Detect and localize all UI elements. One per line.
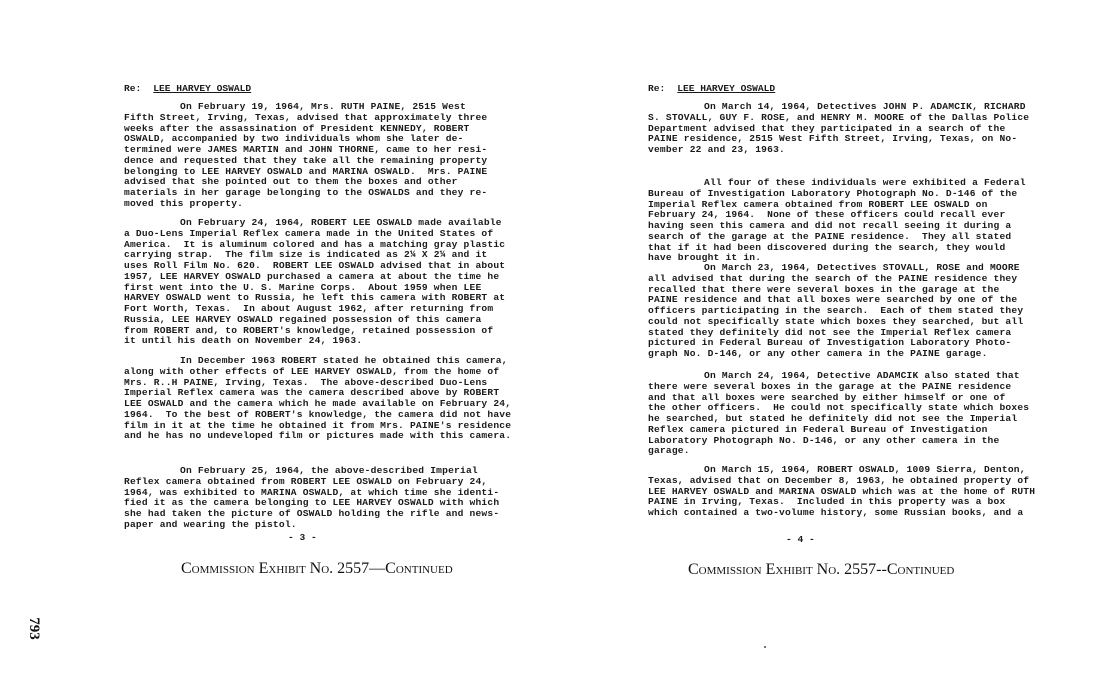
re-line [648,83,775,94]
re-label: Re: [648,83,666,94]
text-line: garage. [648,445,690,457]
text-line: Laboratory Photograph No. D-146, or any other camera in the [648,434,1000,446]
text-line: Mrs. R..H PAINE, Irving, Texas. The above-described Duo-Lens [124,376,488,388]
exhibit-caption: Commission Exhibit No. 2557--Continued [688,561,955,578]
text-line: In December 1963 ROBERT stated he obtained this camera, [180,355,508,366]
text-line: On March 15, 1964, ROBERT OSWALD, 1009 Sierra, Denton, [704,464,1026,475]
paragraph [648,263,1023,360]
text-line: officers participating in the search. Each of them stated they [648,305,1024,316]
text-line: uses Roll Film No. 620. ROBERT LEE OSWALD advised that in about [124,260,506,271]
text-line: 1964, was exhibited to MARINA OSWALD, at which time she identi- [124,486,500,498]
text-line: Reflex camera obtained from ROBERT LEE OSWALD on February 24, [124,475,488,487]
text-line: On February 24, 1964, ROBERT LEE OSWALD made available [180,217,502,228]
text-line: weeks after the assassination of President KENNEDY, ROBERT [124,122,470,134]
subject: LEE HARVEY OSWALD [153,83,252,94]
subject: LEE HARVEY OSWALD [677,83,776,94]
paragraph [124,218,505,347]
paragraph [648,371,1029,457]
text-line: S. STOVALL, GUY F. ROSE, and HENRY M. MOORE of the Dallas Police [648,111,1030,123]
text-line: could not specifically state which boxes they searched, but all [648,315,1024,327]
text-line: Imperial Reflex camera obtained from ROBERT LEE OSWALD on [648,198,988,210]
text-line: all advised that during the search of the PAINE residence they [648,272,1018,284]
text-line: dence and requested that they take all the remaining property [124,154,488,166]
paragraph [124,466,499,531]
text-line: Department advised that they participated in a search of the [648,122,1006,134]
page-number: - 3 - [288,532,317,543]
exhibit-caption: Commission Exhibit No. 2557—Continued [181,560,453,577]
paragraph [648,102,1029,156]
text-line: search of the garage at the PAINE residence. They all stated [648,230,1012,242]
text-line: On March 24, 1964, Detective ADAMCIK also stated that [704,370,1020,381]
text-line: he searched, but stated he definitely did not see the Imperial [648,413,1018,424]
text-line: PAINE residence and that all boxes were searched by one of the [648,294,1018,306]
paragraph [648,465,1035,519]
text-line: and that all boxes were searched by either himself or one of [648,391,1006,403]
folio-number: 793 [25,617,42,640]
text-line: America. It is aluminum colored and has a matching gray plastic [124,238,506,250]
text-line: and he has no undeveloped film or pictures made with this camera. [124,430,512,442]
text-line: have brought it in. [648,252,762,264]
text-line: film in it at the time he obtained it from Mrs. PAINE's residence [124,419,512,431]
text-line: she had taken the picture of OSWALD holding the rifle and news- [124,508,500,519]
text-line: Texas, advised that on December 8, 1963, he obtained property of [648,474,1030,486]
text-line: Bureau of Investigation Laboratory Photograph No. D-146 of the [648,187,1018,199]
text-line: belonging to LEE HARVEY OSWALD and MARINA OSWALD. Mrs. PAINE [124,165,488,177]
paragraph [124,356,511,442]
text-line: stated they definitely did not see the Imperial Reflex camera [648,326,1012,338]
text-line: Fifth Street, Irving, Texas, advised that approximately three [124,111,488,123]
text-line: vember 22 and 23, 1963. [648,144,786,155]
text-line: OSWALD, accompanied by two individuals whom she later de- [124,133,464,145]
text-line: carrying strap. The film size is indicated as 2¼ X 2¼ and it [124,249,488,261]
text-line: it until his death on November 24, 1963. [124,335,363,347]
text-line: first went into the U. S. Marine Corps. About 1959 when LEE [124,281,482,293]
text-line: PAINE residence, 2515 West Fifth Street, Irving, Texas, on No- [648,133,1018,145]
text-line: LEE OSWALD and the camera which he made available on February 24, [124,398,512,409]
text-line: pictured in Federal Bureau of Investigation Laboratory Photo- [648,337,1012,349]
text-line: paper and wearing the pistol. [124,518,297,530]
text-line: Russia, LEE HARVEY OSWALD regained possession of this camera [124,313,482,325]
text-line: the other officers. He could not specifically state which boxes [648,402,1030,414]
text-line: LEE HARVEY OSWALD and MARINA OSWALD which was at the home of RUTH [648,485,1036,497]
text-line: Reflex camera pictured in Federal Bureau of Investigation [648,423,988,435]
paragraph [648,178,1026,264]
text-line: termined were JAMES MARTIN and JOHN THORNE, came to her resi- [124,144,488,155]
text-line: which contained a two-volume history, some Russian books, and a [648,507,1024,518]
text-line: moved this property. [124,197,244,209]
text-line: graph No. D-146, or any other camera in the PAINE garage. [648,348,988,359]
text-line: from ROBERT and, to ROBERT's knowledge, retained possession of [124,324,494,336]
text-line: having seen this camera and did not recall seeing it during a [648,220,1012,231]
text-line: February 24, 1964. None of these officers could recall ever [648,209,1006,221]
text-line: HARVEY OSWALD went to Russia, he left this camera with ROBERT at [124,292,506,304]
re-label: Re: [124,83,142,94]
text-line: there were several boxes in the garage at the PAINE residence [648,380,1012,392]
text-line: fied it as the camera belonging to LEE HARVEY OSWALD with which [124,497,500,509]
text-line: All four of these individuals were exhibited a Federal [704,177,1026,188]
text-line: On February 19, 1964, Mrs. RUTH PAINE, 2515 West [180,101,466,112]
text-line: On March 23, 1964, Detectives STOVALL, ROSE and MOORE [704,262,1020,273]
paragraph [124,102,487,210]
text-line: that if it had been discovered during the search, they would [648,241,1006,253]
page-number: - 4 - [786,534,815,545]
text-line: recalled that there were several boxes in the garage at the [648,283,1000,295]
text-line: a Duo-Lens Imperial Reflex camera made in the United States of [124,227,494,239]
text-line: 1964. To the best of ROBERT's knowledge, the camera did not have [124,408,512,420]
scan-speck [764,646,766,648]
text-line: along with other effects of LEE HARVEY OSWALD, from the home of [124,365,500,377]
text-line: Fort Worth, Texas. In about August 1962, after returning from [124,303,494,314]
text-line: On February 25, 1964, the above-described Imperial [180,465,478,476]
text-line: Imperial Reflex camera was the camera described above by ROBERT [124,387,500,399]
text-line: On March 14, 1964, Detectives JOHN P. ADAMCIK, RICHARD [704,101,1026,112]
text-line: PAINE in Irving, Texas. Included in this property was a box [648,496,1006,508]
text-line: 1957, LEE HARVEY OSWALD purchased a camera at about the time he [124,270,500,282]
text-line: materials in her garage belonging to the OSWALDS and they re- [124,187,488,198]
re-line [124,83,251,94]
text-line: advised that she pointed out to them the boxes and other [124,176,458,188]
